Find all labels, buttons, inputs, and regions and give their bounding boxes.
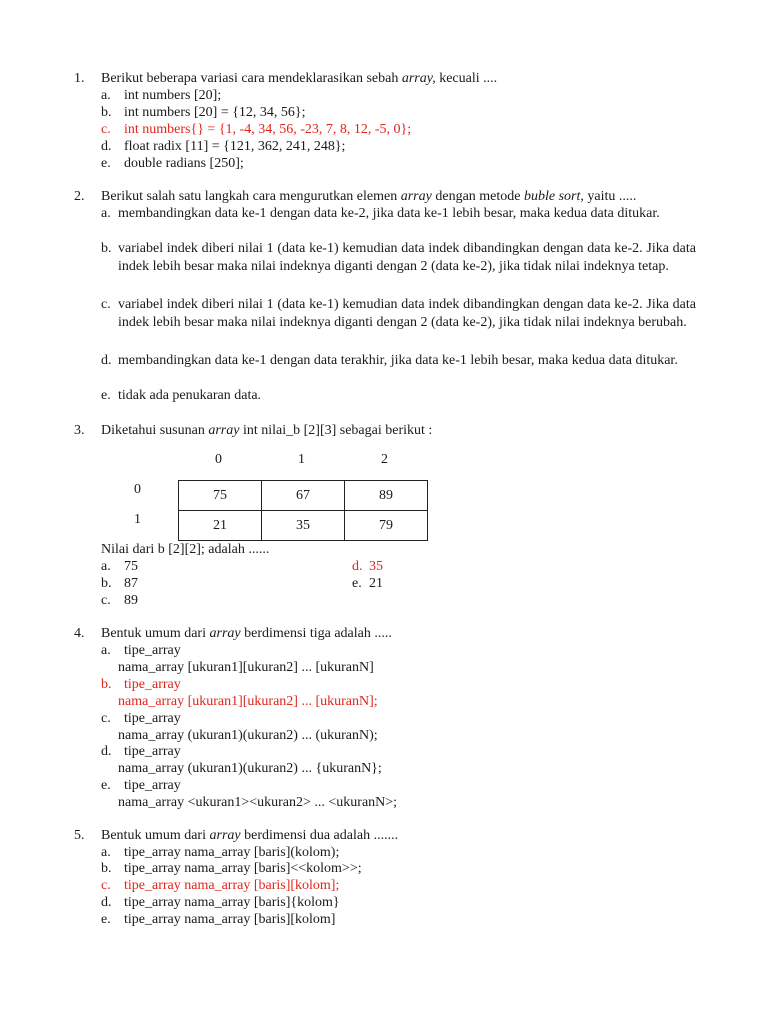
option-e-label: e.: [101, 388, 111, 403]
question-text: Berikut salah satu langkah cara mengurutkan elemen array dengan metode buble sort, yaitu .....: [101, 189, 637, 204]
option-d-syntax: nama_array (ukuran1)(ukuran2) ... {ukuranN};: [118, 761, 382, 776]
option-c: variabel indek diberi nilai 1 (data ke-1) kemudian data indek dibandingkan dengan data ke-2. Jika data indek lebih besar maka nilai indeknya diganti dengan 2 (data ke-2), jika tidak nilai indeknya berubah.: [118, 297, 696, 330]
table-cell: 79: [345, 511, 428, 541]
question-number: 3.: [74, 423, 85, 438]
option-c-label: c.: [101, 297, 111, 312]
question-text: Berikut beberapa variasi cara mendeklarasikan sebah array, kecuali ....: [101, 71, 498, 86]
option-a-syntax: nama_array [ukuran1][ukuran2] ... [ukuranN]: [118, 660, 374, 675]
question-number: 4.: [74, 626, 85, 641]
table-cell: 75: [179, 481, 262, 511]
column-header: 0: [215, 452, 222, 467]
option-d-label: d.: [101, 353, 112, 368]
option-b-syntax: nama_array [ukuran1][ukuran2] ... [ukuranN];: [118, 694, 378, 709]
document-page: 1. Berikut beberapa variasi cara mendeklarasikan sebah array, kecuali .... a. int numbers [20]; b. int numbers [20] = {12, 34, 56}; c. int numbers{} = {1, -4, 34, 56, -23, 7, 8, 12, -5, 0}; d. float radix [11] = {121, 362, 241, 248}; e. double radians [250]; 2. Berikut salah satu langkah cara mengurutkan elemen array dengan metode buble sort, yaitu ..... a. membandingkan data ke-1 dengan data ke-2, jika data ke-1 lebih besar, maka kedua data ditukar. b. variabel indek diberi nilai 1 (data ke-1) kemudian data indek dibandingkan dengan data ke-2. Jika data indek lebih besar maka nilai indeknya diganti dengan 2 (data ke-2), jika tidak nilai indeknya tetap. c. variabel indek diberi nilai 1 (data ke-1) kemudian data indek dibandingkan dengan data ke-2. Jika data indek lebih besar maka nilai indeknya diganti dengan 2 (data ke-2), jika tidak nilai indeknya berubah. d. membandingkan data ke-1 dengan data terakhir, jika data ke-1 lebih besar, maka kedua data ditukar. e. tidak ada penukaran data. 3. Diketahui susunan array int nilai_b [2][3] sebagai berikut : 0 1 2 0 1 75 67 89 21 35 79 Nilai dari b [2][2]; adalah ...... a. 75 b. 87 c. 89 d. 35 e. 21 4. Bentuk umum dari array berdimensi tiga adalah ..... a. tipe_array nama_array [ukuran1][ukuran2] ... [ukuranN] b. tipe_array nama_array [ukuran1][ukuran2] ... [ukuranN]; c. tipe_array nama_array (ukuran1)(ukuran2) ... (ukuranN); d. tipe_array nama_array (ukuran1)(ukuran2) ... {ukuranN}; e. tipe_array nama_array <ukuran1><ukuran2> ... <ukuranN>; 5. Bentuk umum dari array berdimensi dua adalah ....... a. tipe_array nama_array [baris](kolom); b. tipe_array nama_array [baris]<<kolom>>; c. tipe_array nama_array [baris][kolom]; d. tipe_array nama_array [baris]{kolom} e. tipe_array nama_array [baris][kolom]: [74, 71, 696, 927]
option-d: membandingkan data ke-1 dengan data terakhir, jika data ke-1 lebih besar, maka kedua data ditukar.: [118, 353, 678, 368]
row-header: 0: [134, 482, 141, 497]
column-header: 2: [381, 452, 388, 467]
table-row: [179, 511, 428, 541]
question-number: 2.: [74, 189, 85, 204]
question-text: Bentuk umum dari array berdimensi dua adalah .......: [101, 828, 399, 843]
table-cell: 89: [345, 481, 428, 511]
option-e-syntax: nama_array <ukuran1><ukuran2> ... <ukuranN>;: [118, 795, 398, 810]
question-text: Bentuk umum dari array berdimensi tiga adalah .....: [101, 626, 392, 641]
sub-question: Nilai dari b [2][2]; adalah ......: [101, 542, 270, 557]
option-c-syntax: nama_array (ukuran1)(ukuran2) ... (ukuranN);: [118, 728, 378, 743]
option-b: variabel indek diberi nilai 1 (data ke-1) kemudian data indek dibandingkan dengan data ke-2. Jika data indek lebih besar maka nilai indeknya diganti dengan 2 (data ke-2), jika tidak nilai indeknya tetap.: [118, 241, 696, 274]
option-a-label: a.: [101, 206, 111, 221]
question-text: Diketahui susunan array int nilai_b [2][3] sebagai berikut :: [101, 423, 433, 438]
question-number: 1.: [74, 71, 85, 86]
option-e: tidak ada penukaran data.: [118, 388, 262, 403]
row-header: 1: [134, 512, 141, 527]
option-b-label: b.: [101, 241, 112, 256]
table-cell: 67: [262, 481, 345, 511]
column-header: 1: [298, 452, 305, 467]
array-table: [178, 480, 428, 541]
question-number: 5.: [74, 828, 85, 843]
table-row: [179, 481, 428, 511]
table-cell: 21: [179, 511, 262, 541]
table-cell: 35: [262, 511, 345, 541]
option-a: membandingkan data ke-1 dengan data ke-2, jika data ke-1 lebih besar, maka kedua data ditukar.: [118, 206, 660, 221]
